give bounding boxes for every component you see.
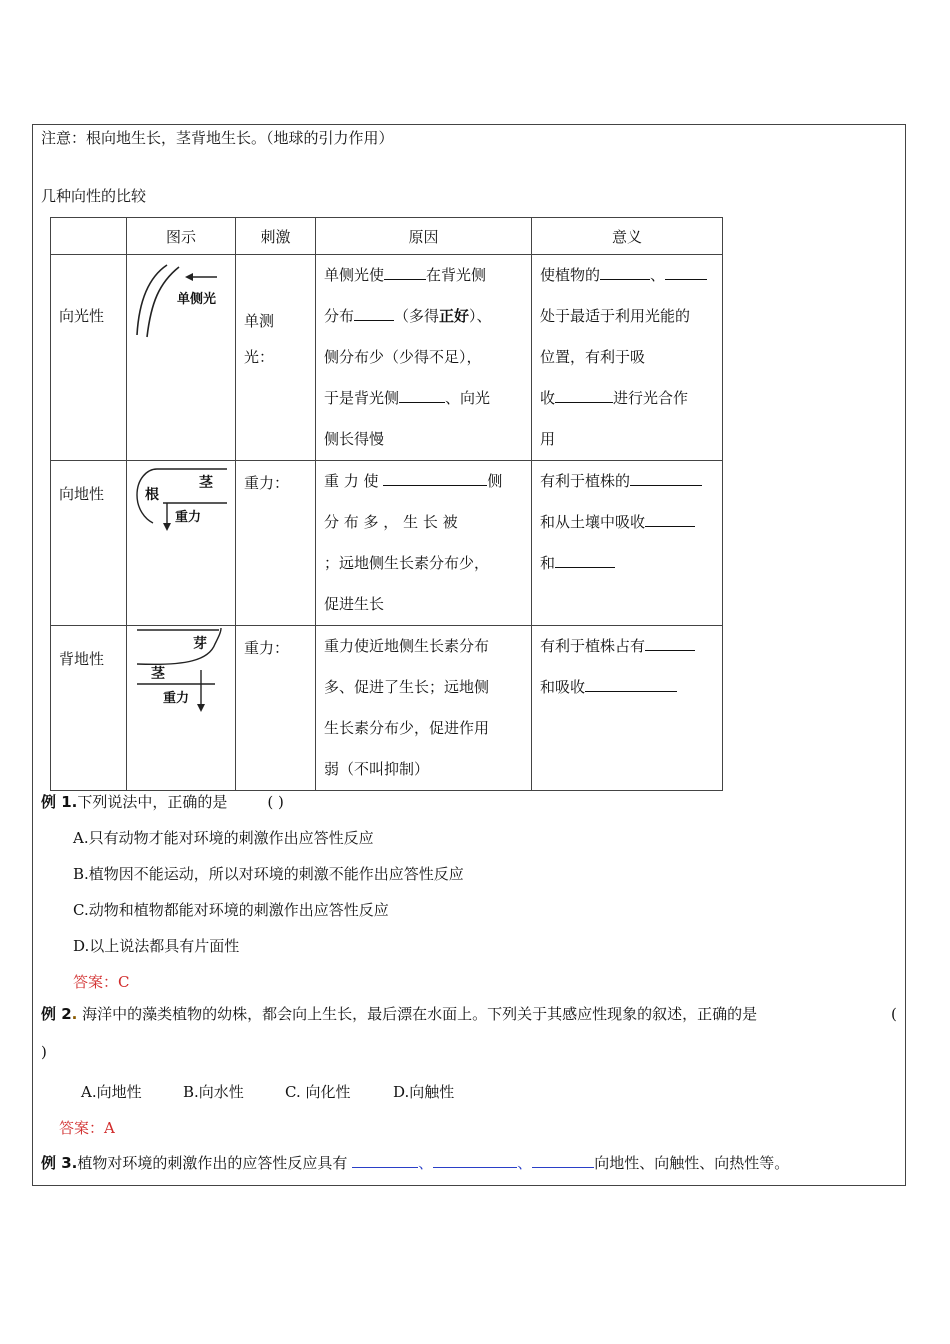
- meaning-line: [540, 502, 714, 543]
- meaning-line: [540, 255, 714, 296]
- separator: 、: [517, 1154, 533, 1172]
- reason-geotropism: [316, 461, 532, 626]
- reason-negative-geotropism: [316, 626, 532, 791]
- reason-line: 促进生长: [324, 595, 385, 613]
- example-label: 例 2: [41, 1005, 72, 1023]
- answer-paren: ( ): [267, 793, 284, 811]
- meaning-line: [540, 543, 714, 584]
- blank: [352, 1153, 418, 1168]
- example-2-answer: 答案：A: [59, 1119, 115, 1137]
- example-dot: .: [71, 1005, 78, 1023]
- header-figure: 图示: [127, 218, 236, 255]
- stimulus-line: 单测: [244, 312, 275, 330]
- reason-line: [324, 296, 523, 337]
- blank: [645, 512, 695, 527]
- figure-label-root: 根: [145, 487, 159, 503]
- separator: 、: [418, 1154, 434, 1172]
- example-2-option-c: C. 向化性: [285, 1083, 351, 1101]
- example-label: 例 1.: [41, 793, 78, 811]
- text: （多得: [394, 307, 440, 325]
- text: 有利于植株的: [540, 472, 631, 490]
- example-label: 例 3.: [41, 1154, 78, 1172]
- example-2-question: [41, 1005, 757, 1023]
- blank: [532, 1153, 594, 1168]
- reason-line: 分 布 多 ， 生 长 被: [324, 513, 458, 531]
- text: 使植物的: [540, 266, 601, 284]
- reason-line: 生长素分布少，促进作用: [324, 719, 490, 737]
- example-1-option-d: D.以上说法都具有片面性: [73, 937, 240, 955]
- figure-label-stem: 茎: [151, 666, 165, 682]
- figure-label-side-light: 单侧光: [177, 292, 217, 307]
- row-name-phototropism: 向光性: [51, 255, 127, 461]
- figure-label-gravity: 重力: [163, 691, 190, 706]
- meaning-line: 位置，有利于吸: [540, 348, 646, 366]
- stimulus-phototropism: [236, 255, 316, 461]
- meaning-geotropism: [532, 461, 723, 626]
- reason-phototropism: [316, 255, 532, 461]
- figure-phototropism: [127, 255, 236, 461]
- question-stem: 植物对环境的刺激作出的应答性反应具有: [77, 1154, 348, 1172]
- row-name-geotropism: 向地性: [51, 461, 127, 626]
- text: 、向光: [445, 389, 491, 407]
- reason-line: 重力使近地侧生长素分布: [324, 637, 490, 655]
- figure-label-gravity: 重力: [175, 510, 202, 525]
- reason-line: 侧长得慢: [324, 430, 385, 448]
- text: 分布: [324, 307, 355, 325]
- header-reason: 原因: [316, 218, 532, 255]
- blank: [384, 265, 426, 280]
- meaning-line: 用: [540, 430, 556, 448]
- text: 单侧光使: [324, 266, 385, 284]
- text: 收: [540, 389, 556, 407]
- note-text: 注意：根向地生长，茎背地生长。（地球的引力作用）: [41, 129, 394, 147]
- text: 有利于植株占有: [540, 637, 646, 655]
- meaning-line: [540, 378, 714, 419]
- tropism-comparison-table: [50, 217, 723, 791]
- example-1-answer: 答案：C: [73, 973, 130, 991]
- reason-line: [324, 378, 523, 419]
- question-stem: 下列说法中，正确的是: [77, 793, 228, 811]
- figure-label-bud: 芽: [193, 636, 207, 652]
- example-3-question: [41, 1153, 789, 1172]
- content-frame: [32, 124, 906, 1186]
- table-row: [51, 255, 723, 461]
- blank: [354, 306, 394, 321]
- meaning-phototropism: [532, 255, 723, 461]
- text: ）、: [469, 307, 492, 325]
- table-row: [51, 626, 723, 791]
- blank: [665, 265, 707, 280]
- row-name-negative-geotropism: 背地性: [51, 626, 127, 791]
- meaning-line: [540, 667, 714, 708]
- reason-line: [324, 461, 523, 502]
- figure-negative-geotropism: [127, 626, 236, 791]
- reason-line: 多、促进了生长；远地侧: [324, 678, 490, 696]
- example-1-question: [41, 793, 284, 811]
- header-empty: [51, 218, 127, 255]
- blank: [433, 1153, 517, 1168]
- text: 和: [540, 554, 556, 572]
- section-heading: 几种向性的比较: [41, 187, 147, 205]
- stimulus-line: 光：: [244, 348, 275, 366]
- example-2-paren-close: ): [41, 1043, 47, 1061]
- blank: [555, 553, 615, 568]
- reason-line: ；远地侧生长素分布少，: [324, 554, 490, 572]
- example-2-option-d: D.向触性: [393, 1083, 455, 1101]
- header-stimulus: 刺激: [236, 218, 316, 255]
- example-2-option-b: B.向水性: [183, 1083, 244, 1101]
- text: 侧: [487, 472, 503, 490]
- negative-geotropism-diagram: [127, 626, 235, 716]
- table-header-row: [51, 218, 723, 255]
- blank: [645, 636, 695, 651]
- question-stem: 海洋中的藻类植物的幼株，都会向上生长，最后漂在水面上。下列关于其感应性现象的叙述，正确的是: [82, 1005, 758, 1023]
- example-1-option-c: C.动物和植物都能对环境的刺激作出应答性反应: [73, 901, 389, 919]
- example-2-paren-open: (: [891, 1005, 897, 1023]
- text: 和从土壤中吸收: [540, 513, 646, 531]
- stimulus-line: 重力：: [244, 639, 290, 657]
- blank: [555, 388, 613, 403]
- blank: [585, 677, 677, 692]
- example-1-option-a: A.只有动物才能对环境的刺激作出应答性反应: [73, 829, 374, 847]
- phototropism-diagram: [127, 255, 235, 355]
- reason-line: 侧分布少（少得不足），: [324, 348, 482, 366]
- text: 进行光合作: [613, 389, 689, 407]
- text: 和吸收: [540, 678, 586, 696]
- example-1-option-b: B.植物因不能运动，所以对环境的刺激不能作出应答性反应: [73, 865, 464, 883]
- blank: [600, 265, 650, 280]
- bold-text: 正好: [439, 307, 470, 325]
- question-tail: 向地性、向触性、向热性等。: [594, 1154, 790, 1172]
- text: 、: [650, 266, 666, 284]
- header-meaning: 意义: [532, 218, 723, 255]
- meaning-line: [540, 461, 714, 502]
- meaning-line: 处于最适于利用光能的: [540, 307, 691, 325]
- example-2-option-a: A.向地性: [81, 1083, 142, 1101]
- blank: [383, 471, 487, 486]
- meaning-negative-geotropism: [532, 626, 723, 791]
- figure-geotropism: [127, 461, 236, 626]
- reason-line: [324, 255, 523, 296]
- figure-label-stem: 茎: [199, 475, 213, 491]
- reason-line: 弱（不叫抑制）: [324, 760, 430, 778]
- text: 重 力 使: [324, 472, 379, 490]
- stimulus-geotropism: [236, 461, 316, 626]
- geotropism-diagram: [127, 461, 235, 541]
- blank: [399, 388, 445, 403]
- text: 于是背光侧: [324, 389, 400, 407]
- blank: [630, 471, 702, 486]
- meaning-line: [540, 626, 714, 667]
- table-row: [51, 461, 723, 626]
- stimulus-line: 重力：: [244, 474, 290, 492]
- text: 在背光侧: [426, 266, 487, 284]
- stimulus-negative-geotropism: [236, 626, 316, 791]
